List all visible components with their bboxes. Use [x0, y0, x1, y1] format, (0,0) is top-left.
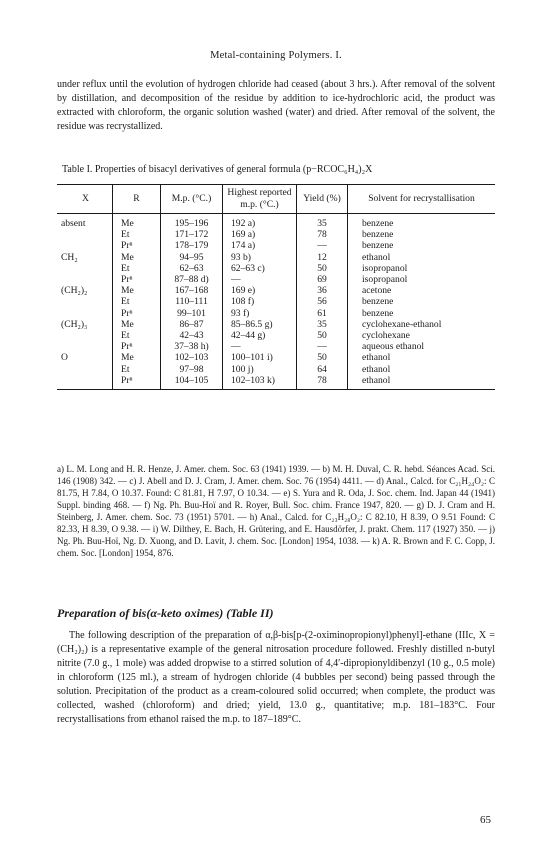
cell-mp: 167–168 — [161, 285, 223, 296]
cell-x: O — [61, 352, 68, 364]
running-head: Metal-containing Polymers. I. — [210, 50, 342, 61]
cell-r: Et — [113, 364, 161, 375]
table-row — [57, 214, 495, 230]
cell-solvent: cyclohexane-ethanol — [348, 319, 496, 330]
cell-reported: 100–101 i) — [223, 352, 297, 363]
table-row — [57, 375, 495, 390]
table-caption: Table I. Properties of bisacyl derivatives of general formula (p−RCOC₆H₄)₂X — [62, 164, 373, 175]
cell-yield: 50 — [297, 352, 348, 363]
cell-yield: 69 — [297, 274, 348, 285]
cell-solvent: isopropanol — [348, 274, 496, 285]
cell-yield: 35 — [297, 319, 348, 330]
table-header-row — [57, 185, 495, 214]
cell-mp: 104–105 — [161, 375, 223, 390]
table-row — [57, 229, 495, 240]
cell-reported: 169 e) — [223, 285, 297, 296]
cell-solvent: cyclohexane — [348, 330, 496, 341]
cell-yield: 78 — [297, 229, 348, 240]
cell-r: Prⁿ — [113, 341, 161, 352]
cell-r: Prⁿ — [113, 274, 161, 285]
table-footnotes: a) L. M. Long and H. R. Henze, J. Amer. chem. Soc. 63 (1941) 1939. — b) M. H. Duval, C. R. hebd. Séances Acad. Sci. 146 (1908) 342. — c) J. Abell and D. J. Cram, J. Amer. chem. Soc. 76 (1954) 4411. — d) Anal., Calcd. for C₂₁H₂₄O₂: C 81.75, H 7.84, O 10.37. Found: C 81.81, H 7.97, O 10.34. — e) S. Yura and R. Oda, J. Soc. chem. Ind. Japan 44 (1941) Suppl. binding 468. — f) Ng. Ph. Buu-Hoï and R. Royer, Bull. Soc. chim. France 1947, 820. — g) D. J. Cram and H. Steinberg, J. Amer. chem. Soc. 73 (1951) 5701. — h) Anal., Calcd. for C₂₃H₂₈O₂: C 82.10, H 8.39, O 9.51 Found: C 82.33, H 8.39, O 9.38. — i) W. Dilthey, E. Bach, H. Grütering, and E. Hausdörfer, J. prakt. Chem. 117 (1927) 350. — j) Ng. Ph. Buu-Hoï, Ng. D. Xuong, and D. Lavit, J. chem. Soc. [London] 1954, 1038. — k) A. R. Brown and F. C. Copp, J. chem. Soc. [London] 1954, 876. — [57, 464, 495, 558]
header-solvent: Solvent for recrystallisation — [348, 185, 496, 214]
cell-reported: — — [223, 341, 297, 352]
intro-paragraph: under reflux until the evolution of hydrogen chloride had ceased (about 3 hrs.). After removal of the solvent by distillation, and decomposition of the residue by addition to ice-hydrochloric acid, the product was extracted with chloroform, the organic solution washed (water) and dried. After removal of the solvent, the residue was recrystallized. — [57, 79, 495, 132]
cell-r: Me — [113, 252, 161, 263]
table-row — [57, 308, 495, 319]
table-row — [57, 296, 495, 307]
cell-r: Me — [113, 352, 161, 363]
cell-yield: 78 — [297, 375, 348, 390]
header-yield: Yield (%) — [297, 185, 348, 214]
cell-yield: 64 — [297, 364, 348, 375]
cell-solvent: isopropanol — [348, 263, 496, 274]
cell-mp: 110–111 — [161, 296, 223, 307]
cell-solvent: ethanol — [348, 352, 496, 363]
cell-reported: 42–44 g) — [223, 330, 297, 341]
cell-yield: 36 — [297, 285, 348, 296]
cell-mp: 62–63 — [161, 263, 223, 274]
cell-yield: — — [297, 240, 348, 251]
cell-reported: 85–86.5 g) — [223, 319, 297, 330]
cell-x — [57, 263, 113, 274]
cell-x — [57, 229, 113, 240]
cell-reported: 169 a) — [223, 229, 297, 240]
cell-mp: 97–98 — [161, 364, 223, 375]
cell-x: (CH₂)₂ — [61, 285, 88, 297]
cell-r: Et — [113, 296, 161, 307]
cell-solvent: acetone — [348, 285, 496, 296]
cell-solvent: benzene — [348, 229, 496, 240]
cell-x: absent — [61, 218, 86, 229]
cell-reported: 102–103 k) — [223, 375, 297, 390]
table-row — [57, 285, 495, 296]
cell-mp: 86–87 — [161, 319, 223, 330]
cell-yield: 12 — [297, 252, 348, 263]
cell-mp: 87–88 d) — [161, 274, 223, 285]
cell-x — [57, 330, 113, 341]
cell-mp: 99–101 — [161, 308, 223, 319]
cell-reported: 93 b) — [223, 252, 297, 263]
cell-yield: 50 — [297, 263, 348, 274]
cell-mp: 178–179 — [161, 240, 223, 251]
cell-yield: — — [297, 341, 348, 352]
cell-mp: 94–95 — [161, 252, 223, 263]
cell-reported: 62–63 c) — [223, 263, 297, 274]
cell-x: (CH₂)₃ — [61, 318, 88, 330]
cell-reported: 93 f) — [223, 308, 297, 319]
cell-r: Et — [113, 229, 161, 240]
cell-reported: 192 a) — [223, 214, 297, 230]
cell-yield: 61 — [297, 308, 348, 319]
cell-solvent: benzene — [348, 240, 496, 251]
cell-mp: 42–43 — [161, 330, 223, 341]
cell-r: Me — [113, 319, 161, 330]
table-row — [57, 330, 495, 341]
properties-table — [57, 184, 495, 390]
table-row — [57, 274, 495, 285]
cell-mp: 171–172 — [161, 229, 223, 240]
cell-x — [57, 308, 113, 319]
cell-r: Et — [113, 330, 161, 341]
page-number: 65 — [480, 814, 491, 826]
cell-x — [57, 296, 113, 307]
cell-solvent: benzene — [348, 308, 496, 319]
table-body — [57, 214, 495, 390]
cell-reported: 174 a) — [223, 240, 297, 251]
header-mp: M.p. (°C.) — [161, 185, 223, 214]
cell-solvent: aqueous ethanol — [348, 341, 496, 352]
cell-yield: 56 — [297, 296, 348, 307]
table-row — [57, 352, 495, 363]
cell-yield: 50 — [297, 330, 348, 341]
cell-r: Me — [113, 214, 161, 230]
cell-mp: 102–103 — [161, 352, 223, 363]
table-row — [57, 252, 495, 263]
table-row — [57, 341, 495, 352]
cell-r: Prⁿ — [113, 308, 161, 319]
cell-reported: 108 f) — [223, 296, 297, 307]
cell-x — [57, 341, 113, 352]
cell-r: Et — [113, 263, 161, 274]
cell-solvent: ethanol — [348, 375, 496, 390]
cell-mp: 37–38 h) — [161, 341, 223, 352]
cell-x — [57, 364, 113, 375]
cell-solvent: ethanol — [348, 252, 496, 263]
cell-solvent: benzene — [348, 214, 496, 230]
cell-r: Prⁿ — [113, 375, 161, 390]
header-reported: Highest reported m.p. (°C.) — [223, 185, 297, 214]
cell-x — [57, 240, 113, 251]
table-row — [57, 319, 495, 330]
section-heading: Preparation of bis(α-keto oximes) (Table II) — [57, 606, 274, 620]
cell-solvent: benzene — [348, 296, 496, 307]
table-row — [57, 240, 495, 251]
cell-yield: 35 — [297, 214, 348, 230]
cell-x: CH₂ — [61, 251, 78, 263]
cell-reported: — — [223, 274, 297, 285]
cell-x — [57, 274, 113, 285]
cell-solvent: ethanol — [348, 364, 496, 375]
cell-mp: 195–196 — [161, 214, 223, 230]
cell-x — [57, 375, 113, 390]
section-paragraph: The following description of the preparation of α,β-bis[p-(2-oximinopropionyl)phenyl]-ethane (IIIc, X = (CH₂)₂) is a representative example of the general nitrosation procedure followed. Freshly distilled n-butyl nitrite (7.0 g., 1 mole) was added dropwise to a stirred solution of 4,4′-dipropionyldibenzyl (10 g., 0.5 mole) in chloroform (125 ml.), a stream of hydrogen chloride (4 bubbles per second) being passed through the solution. Precipitation of the product as a cream-coloured solid occurred; when complete, the product was collected, washed (chloroform) and dried; yield, 13.0 g., quantitative; m.p. 181–183°C. Four recrystallisations from ethanol raised the m.p. to 187–189°C. — [57, 630, 495, 725]
cell-r: Prⁿ — [113, 240, 161, 251]
cell-reported: 100 j) — [223, 364, 297, 375]
cell-r: Me — [113, 285, 161, 296]
header-x: X — [57, 185, 113, 214]
table-row — [57, 364, 495, 375]
header-r: R — [113, 185, 161, 214]
table-row — [57, 263, 495, 274]
